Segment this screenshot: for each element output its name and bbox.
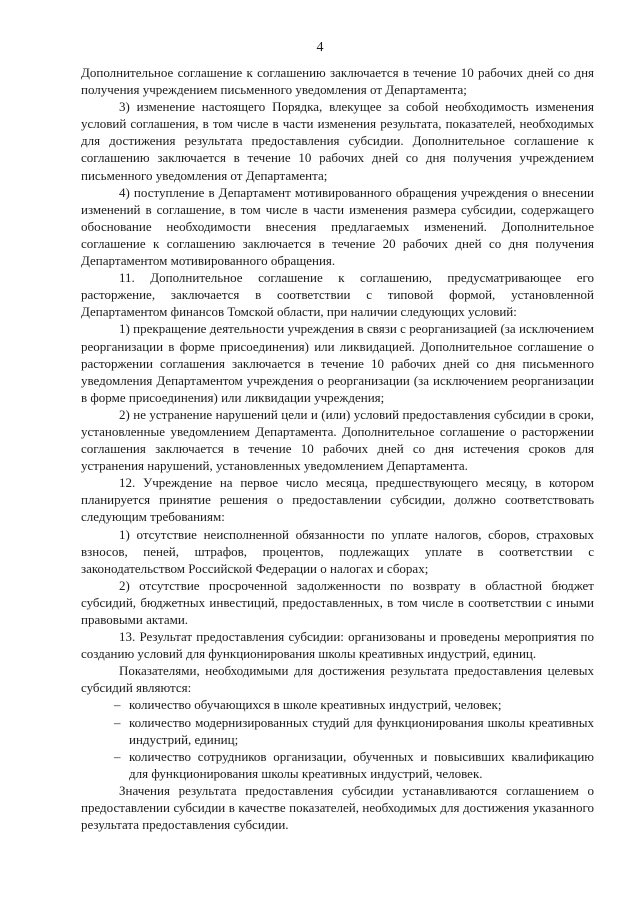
document-body <box>81 64 594 833</box>
dash-bullet: – <box>114 714 121 730</box>
paragraph-indicators-intro: Показателями, необходимыми для достижения результата предоставления целевых субсидий являются: <box>81 663 594 696</box>
list-item <box>81 748 594 782</box>
paragraph-clause-12: 12. Учреждение на первое число месяца, предшествующего месяцу, в котором планируется принятие решения о предоставлении субсидии, должно соответствовать следующим требованиям: <box>81 475 594 525</box>
paragraph-item-4: 4) поступление в Департамент мотивированного обращения учреждения о внесении изменений в соглашение, в том числе в части изменения размера субсидии, содержащего обоснование необходимости внесения предлагаемых изменений. Дополнительное соглашение к соглашению заключается в течение 20 рабочих дней со дня получения Департаментом мотивированного обращения. <box>81 184 594 269</box>
list-item-text: количество обучающихся в школе креативных индустрий, человек; <box>129 697 502 713</box>
list-item <box>81 714 594 748</box>
paragraph-closing: Значения результата предоставления субсидии устанавливаются соглашением о предоставлении субсидии в качестве показателей, необходимых для достижения указанного результата предоставления субсидии. <box>81 782 594 833</box>
page-number: 4 <box>316 40 324 55</box>
paragraph-clause-13: 13. Результат предоставления субсидии: организованы и проведены мероприятия по созданию условий для функционирования школы креативных индустрий, единиц. <box>81 629 594 662</box>
paragraph-clause-12-item-1: 1) отсутствие неисполненной обязанности по уплате налогов, сборов, страховых взносов, пеней, штрафов, процентов, подлежащих уплате в соответствии с законодательством Российской Федерации о налогах и сборах; <box>81 526 594 576</box>
paragraph-clause-11: 11. Дополнительное соглашение к соглашению, предусматривающее его расторжение, заключается в соответствии с типовой формой, установленной Департаментом финансов Томской области, при наличии следующих условий: <box>81 270 594 320</box>
dash-bullet: – <box>114 697 121 713</box>
paragraph-continuation: Дополнительное соглашение к соглашению заключается в течение 10 рабочих дней со дня получения учреждением письменного уведомления от Департамента; <box>81 65 594 98</box>
paragraph-clause-11-item-2: 2) не устранение нарушений цели и (или) условий предоставления субсидии в сроки, установленные уведомлением Департамента. Дополнительное соглашение о расторжении соглашения заключается в течение 10 рабочих дней со дня истечения сроков для устранения нарушений, установленных уведомлением Департамента. <box>81 406 594 474</box>
list-item-text: количество модернизированных студий для функционирования школы креативных индустрий, единиц; <box>129 714 594 747</box>
paragraph-clause-12-item-2: 2) отсутствие просроченной задолженности по возврату в областной бюджет субсидий, бюджетных инвестиций, предоставленных, в том числе в соответствии с иными правовыми актами. <box>81 577 594 627</box>
paragraph-clause-11-item-1: 1) прекращение деятельности учреждения в связи с реорганизацией (за исключением реорганизации в форме присоединения) или ликвидацией. Дополнительное соглашение о расторжении соглашения заключается в течение 10 рабочих дней со дня письменного уведомления Департаментом учреждения о реорганизации (за исключением реорганизации в форме присоединения) или ликвидации учреждения; <box>81 321 594 405</box>
paragraph-item-3: 3) изменение настоящего Порядка, влекущее за собой необходимость изменения условий соглашения, в том числе в части изменения результата, показателей, необходимых для достижения результата предоставления субсидии. Дополнительное соглашение к соглашению заключается в течение 10 рабочих дней со дня получения учреждением письменного уведомления от Департамента; <box>81 99 594 183</box>
list-item <box>81 696 594 713</box>
dash-bullet: – <box>114 748 121 764</box>
indicators-list <box>81 696 594 781</box>
list-item-text: количество сотрудников организации, обученных и повысивших квалификацию для функционирования школы креативных индустрий, человек. <box>129 748 594 781</box>
